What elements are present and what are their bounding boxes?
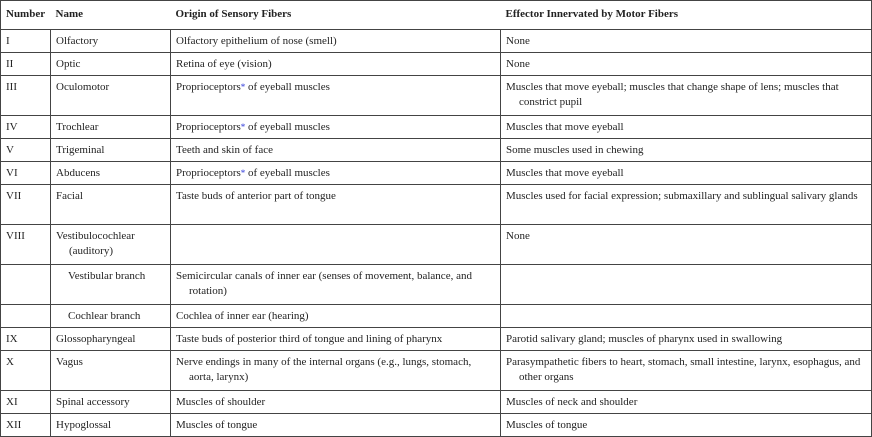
table-row [1,414,872,437]
origin-text-cont: of eyeball muscles [245,167,330,179]
motor-effector: Muscles of tongue [501,414,872,437]
nerve-number: X [1,351,51,391]
nerve-name: Olfactory [51,30,171,53]
origin-text: Proprioceptors [176,167,241,179]
origin-text-cont: of eyeball muscles [245,81,330,93]
sensory-origin [171,391,501,414]
motor-effector: Parotid salivary gland; muscles of pharynx used in swallowing [501,328,872,351]
motor-effector: None [501,225,872,265]
nerve-name: Vagus [51,351,171,391]
table-row [1,116,872,139]
header-row [1,1,872,30]
nerve-number: VII [1,185,51,225]
footnote-mark[interactable]: * [240,82,246,92]
origin-text: Nerve endings in many of the internal organs (e.g., lungs, stomach, aorta, larynx) [176,356,472,383]
sensory-origin [171,305,501,328]
sensory-origin [171,225,501,265]
nerve-name: Vestibulocochlear (auditory) [51,225,171,265]
nerve-name: Spinal accessory [51,391,171,414]
origin-text: Teeth and skin of face [176,144,273,156]
nerve-number: V [1,139,51,162]
origin-text: Olfactory epithelium of nose (smell) [176,35,337,47]
nerve-name: Optic [51,53,171,76]
table-row [1,162,872,185]
sensory-origin [171,53,501,76]
nerve-number: II [1,53,51,76]
header-name: Name [51,1,171,30]
origin-text: Cochlea of inner ear (hearing) [176,310,309,322]
header-number: Number [1,1,51,30]
origin-text: Semicircular canals of inner ear (senses of movement, balance, and rotation) [176,270,472,297]
nerve-number: XI [1,391,51,414]
origin-text: Proprioceptors [176,121,241,133]
origin-text: Taste buds of posterior third of tongue and lining of pharynx [176,333,443,345]
table-row [1,225,872,265]
table-row [1,53,872,76]
nerve-name: Trochlear [51,116,171,139]
origin-text: Taste buds of anterior part of tongue [176,190,336,202]
nerve-name: Oculomotor [51,76,171,116]
header-origin: Origin of Sensory Fibers [171,1,501,30]
table-row [1,265,872,305]
nerve-name: Glossopharyngeal [51,328,171,351]
nerve-name: Abducens [51,162,171,185]
nerve-name: Cochlear branch [51,305,171,328]
header-effector: Effector Innervated by Motor Fibers [501,1,872,30]
table-row [1,351,872,391]
table-row [1,328,872,351]
sensory-origin [171,116,501,139]
table-row [1,185,872,225]
table-row [1,139,872,162]
table-row [1,76,872,116]
footnote-mark[interactable]: * [240,168,246,178]
motor-effector: None [501,30,872,53]
nerve-number: XII [1,414,51,437]
nerve-number: IX [1,328,51,351]
sensory-origin [171,414,501,437]
nerve-number: VIII [1,225,51,265]
sensory-origin [171,328,501,351]
nerve-name: Facial [51,185,171,225]
motor-effector: Muscles that move eyeball [501,116,872,139]
motor-effector [501,305,872,328]
nerve-name: Hypoglossal [51,414,171,437]
motor-effector: Muscles that move eyeball; muscles that change shape of lens; muscles that constrict pupil [501,76,872,116]
nerve-number: VI [1,162,51,185]
nerve-number: I [1,30,51,53]
motor-effector: Some muscles used in chewing [501,139,872,162]
sensory-origin [171,139,501,162]
nerve-number [1,265,51,305]
motor-effector: Muscles that move eyeball [501,162,872,185]
table-row [1,391,872,414]
origin-text: Muscles of shoulder [176,396,266,408]
sensory-origin [171,30,501,53]
nerve-number: IV [1,116,51,139]
origin-text: Muscles of tongue [176,419,258,431]
motor-effector [501,265,872,305]
sensory-origin [171,162,501,185]
sensory-origin [171,351,501,391]
footnote-mark[interactable]: * [240,122,246,132]
sensory-origin [171,185,501,225]
origin-text-cont: of eyeball muscles [245,121,330,133]
sensory-origin [171,265,501,305]
nerve-number [1,305,51,328]
motor-effector: Muscles of neck and shoulder [501,391,872,414]
origin-text: Retina of eye (vision) [176,58,272,70]
motor-effector: Muscles used for facial expression; submaxillary and sublingual salivary glands [501,185,872,225]
nerve-name: Vestibular branch [51,265,171,305]
origin-text: Proprioceptors [176,81,241,93]
nerve-number: III [1,76,51,116]
motor-effector: None [501,53,872,76]
table-row [1,305,872,328]
sensory-origin [171,76,501,116]
nerve-name: Trigeminal [51,139,171,162]
motor-effector: Parasympathetic fibers to heart, stomach, small intestine, larynx, esophagus, and other organs [501,351,872,391]
table-row [1,30,872,53]
